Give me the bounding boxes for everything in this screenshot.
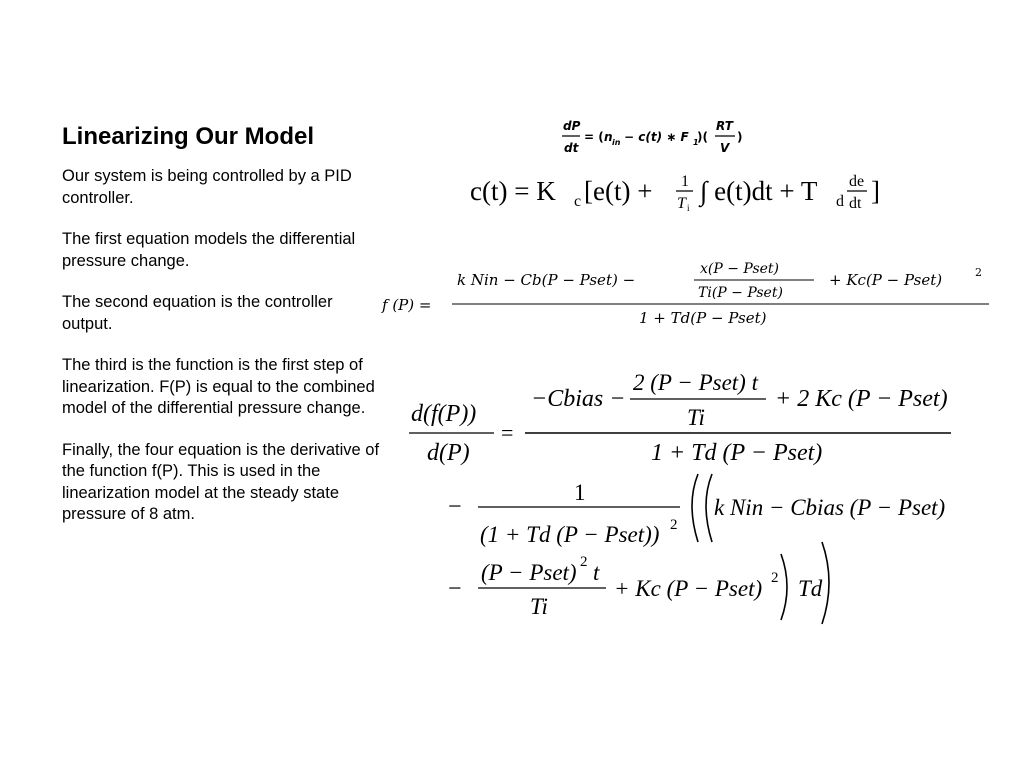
eq4-line3-close-paren xyxy=(781,554,787,620)
paragraph-pid: Our system is being controlled by a PID controller. xyxy=(62,167,352,207)
eq2-end: ] xyxy=(871,176,880,206)
equation-derivative xyxy=(400,362,990,627)
eq4-f3-den: Ti xyxy=(530,594,548,619)
eq4-num-left: −Cbias − xyxy=(531,386,626,412)
eq2-d-num: de xyxy=(849,173,865,190)
eq3-inner-num: x(P − Pset) xyxy=(700,261,780,277)
eq4-equals: = xyxy=(501,420,514,445)
eq1-close-open: )( xyxy=(697,130,708,144)
eq4-f3-num-t: t xyxy=(593,560,600,585)
eq2-integral: ∫ e(t)dt + T xyxy=(700,176,818,206)
paragraph-fourth-equation: Finally, the four equation is the derivative of the function f(P). This is used in the linearization model at the steady state pressure of 8 atm. xyxy=(62,440,380,523)
eq1-end: ) xyxy=(737,130,743,144)
paragraph-second-equation: The second equation is the controller output. xyxy=(62,293,333,333)
eq2-k-sub: c xyxy=(574,193,582,210)
eq4-line3-td: Td xyxy=(798,576,823,601)
eq2-start: c(t) = K xyxy=(470,176,556,206)
eq2-d-den: dt xyxy=(849,195,862,212)
eq2-frac-num: 1 xyxy=(681,173,689,190)
slide-body xyxy=(62,166,380,546)
eq3-inner-den: Ti(P − Pset) xyxy=(698,285,783,301)
eq4-line3-rest: + Kc (P − Pset) xyxy=(614,576,763,601)
paragraph-third-equation: The third is the function is the first step of linearization. F(P) is equal to the combined model of the differential pressure change. xyxy=(62,356,375,417)
eq1-lhs-den: dt xyxy=(564,141,579,155)
eq1-paren-open: = ( xyxy=(584,130,604,144)
eq4-inner-den: Ti xyxy=(687,405,705,430)
eq4-f3-num-exp: 2 xyxy=(580,554,588,570)
eq4-line2-minus: − xyxy=(448,494,462,520)
eq1-f-sub: 1 xyxy=(693,138,699,147)
eq4-line2-rest: k Nin − Cbias (P − Pset) xyxy=(714,495,946,520)
eq3-num-left: k Nin − Cb(P − Pset) − xyxy=(457,271,636,289)
eq4-num-right: + 2 Kc (P − Pset) xyxy=(775,386,948,412)
eq4-inner-num: 2 (P − Pset) t xyxy=(633,370,758,395)
eq4-f2-den: (1 + Td (P − Pset)) xyxy=(480,522,660,547)
eq4-line3-close2: ) xyxy=(827,600,828,601)
paragraph-first-equation: The first equation models the differential pressure change. xyxy=(62,230,356,270)
equation-f-of-p xyxy=(380,252,995,334)
eq3-num-right: + Kc(P − Pset) xyxy=(829,271,943,289)
eq4-line2-paren-outer xyxy=(692,474,698,542)
eq4-lhs-num: d(f(P)) xyxy=(411,401,477,427)
eq4-line2-paren-inner xyxy=(706,474,712,542)
eq2-mid: [e(t) + xyxy=(584,176,653,206)
eq2-t-sub: d xyxy=(836,193,844,210)
eq4-lhs-den: d(P) xyxy=(427,440,470,466)
eq4-line3-close-paren-outer xyxy=(822,542,829,624)
equation-pressure-change xyxy=(555,115,755,160)
eq4-f3-num: (P − Pset) xyxy=(481,560,577,585)
eq2-frac-den: T xyxy=(677,195,686,212)
eq1-mid: − c(t) ∗ F xyxy=(624,130,689,144)
eq4-f2-den-exp: 2 xyxy=(670,517,678,533)
eq1-n: n xyxy=(604,130,613,144)
eq4-line3-close: ) xyxy=(778,600,779,601)
eq1-n-sub: in xyxy=(612,138,621,147)
eq2-frac-den-sub: i xyxy=(687,203,690,213)
eq1-frac-den: V xyxy=(720,141,730,155)
eq4-line3-exp: 2 xyxy=(771,570,779,586)
eq3-den: 1 + Td(P − Pset) xyxy=(639,309,767,327)
eq1-frac-num: RT xyxy=(716,119,733,133)
eq4-den: 1 + Td (P − Pset) xyxy=(651,440,823,466)
slide-title: Linearizing Our Model xyxy=(62,123,315,150)
eq4-f2-num: 1 xyxy=(574,480,586,505)
eq3-lhs: f (P) = xyxy=(382,296,432,314)
eq1-lhs-num: dP xyxy=(563,119,581,133)
equation-controller-output xyxy=(465,165,910,215)
eq4-line3-minus: − xyxy=(448,576,462,602)
eq3-num-right-exp: 2 xyxy=(975,266,982,279)
